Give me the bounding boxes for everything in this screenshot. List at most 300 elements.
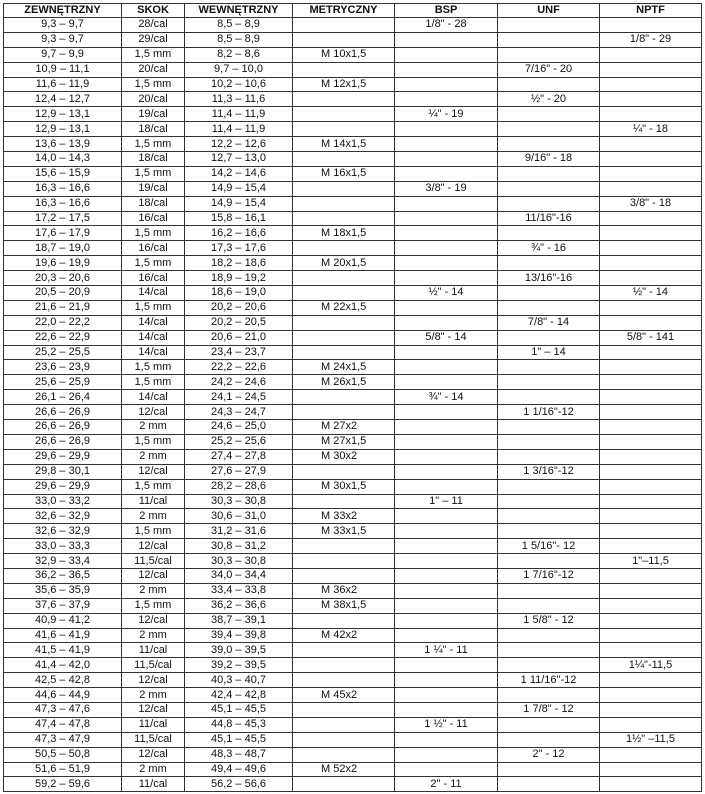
cell-nptf xyxy=(600,62,702,77)
cell-metryczny: M 42x2 xyxy=(293,628,395,643)
cell-wewnetrzny: 45,1 – 45,5 xyxy=(185,732,293,747)
cell-wewnetrzny: 24,6 – 25,0 xyxy=(185,420,293,435)
table-row xyxy=(4,717,702,732)
cell-unf: 9/16" - 18 xyxy=(498,152,600,167)
cell-unf xyxy=(498,375,600,390)
cell-zewnetrzny: 37,6 – 37,9 xyxy=(4,598,122,613)
table-row xyxy=(4,330,702,345)
cell-nptf xyxy=(600,777,702,792)
cell-zewnetrzny: 32,6 – 32,9 xyxy=(4,509,122,524)
cell-nptf xyxy=(600,256,702,271)
cell-metryczny xyxy=(293,568,395,583)
cell-unf xyxy=(498,18,600,33)
cell-zewnetrzny: 29,8 – 30,1 xyxy=(4,464,122,479)
cell-zewnetrzny: 16,3 – 16,6 xyxy=(4,196,122,211)
cell-zewnetrzny: 29,6 – 29,9 xyxy=(4,449,122,464)
cell-skok: 1,5 mm xyxy=(122,256,185,271)
cell-nptf xyxy=(600,137,702,152)
cell-unf: 1 7/16"-12 xyxy=(498,568,600,583)
cell-skok: 2 mm xyxy=(122,583,185,598)
cell-skok: 19/cal xyxy=(122,107,185,122)
cell-metryczny xyxy=(293,181,395,196)
table-row xyxy=(4,345,702,360)
cell-wewnetrzny: 49,4 – 49,6 xyxy=(185,762,293,777)
cell-unf xyxy=(498,628,600,643)
cell-skok: 2 mm xyxy=(122,688,185,703)
cell-zewnetrzny: 21,6 – 21,9 xyxy=(4,300,122,315)
cell-metryczny xyxy=(293,241,395,256)
cell-metryczny xyxy=(293,494,395,509)
cell-unf: ¾" - 16 xyxy=(498,241,600,256)
cell-wewnetrzny: 30,8 – 31,2 xyxy=(185,539,293,554)
table-row xyxy=(4,420,702,435)
table-row xyxy=(4,241,702,256)
cell-bsp xyxy=(395,196,498,211)
cell-unf xyxy=(498,777,600,792)
cell-metryczny xyxy=(293,152,395,167)
cell-nptf xyxy=(600,598,702,613)
cell-zewnetrzny: 47,3 – 47,9 xyxy=(4,732,122,747)
cell-unf: ½" - 20 xyxy=(498,92,600,107)
cell-metryczny: M 38x1,5 xyxy=(293,598,395,613)
table-row xyxy=(4,375,702,390)
cell-unf xyxy=(498,226,600,241)
cell-skok: 11,5/cal xyxy=(122,658,185,673)
cell-bsp xyxy=(395,375,498,390)
cell-nptf xyxy=(600,717,702,732)
cell-zewnetrzny: 22,0 – 22,2 xyxy=(4,315,122,330)
cell-zewnetrzny: 13,6 – 13,9 xyxy=(4,137,122,152)
table-row xyxy=(4,568,702,583)
cell-zewnetrzny: 33,0 – 33,2 xyxy=(4,494,122,509)
cell-skok: 11,5/cal xyxy=(122,732,185,747)
cell-bsp xyxy=(395,449,498,464)
cell-metryczny xyxy=(293,92,395,107)
cell-unf xyxy=(498,107,600,122)
cell-skok: 16/cal xyxy=(122,241,185,256)
cell-wewnetrzny: 15,8 – 16,1 xyxy=(185,211,293,226)
cell-bsp xyxy=(395,434,498,449)
cell-bsp xyxy=(395,732,498,747)
table-row xyxy=(4,286,702,301)
cell-nptf xyxy=(600,166,702,181)
cell-bsp xyxy=(395,628,498,643)
table-row xyxy=(4,732,702,747)
table-row xyxy=(4,449,702,464)
cell-wewnetrzny: 17,3 – 17,6 xyxy=(185,241,293,256)
cell-nptf: ½" - 14 xyxy=(600,286,702,301)
cell-unf: 1 5/16"- 12 xyxy=(498,539,600,554)
cell-zewnetrzny: 17,2 – 17,5 xyxy=(4,211,122,226)
cell-nptf xyxy=(600,375,702,390)
cell-nptf: 1¼"-11,5 xyxy=(600,658,702,673)
cell-unf xyxy=(498,762,600,777)
cell-skok: 29/cal xyxy=(122,32,185,47)
cell-zewnetrzny: 26,6 – 26,9 xyxy=(4,420,122,435)
cell-zewnetrzny: 41,4 – 42,0 xyxy=(4,658,122,673)
cell-unf xyxy=(498,420,600,435)
cell-wewnetrzny: 20,2 – 20,5 xyxy=(185,315,293,330)
cell-bsp xyxy=(395,32,498,47)
cell-metryczny xyxy=(293,613,395,628)
cell-wewnetrzny: 30,3 – 30,8 xyxy=(185,494,293,509)
cell-unf xyxy=(498,196,600,211)
cell-zewnetrzny: 18,7 – 19,0 xyxy=(4,241,122,256)
cell-bsp xyxy=(395,211,498,226)
cell-bsp xyxy=(395,583,498,598)
cell-nptf xyxy=(600,152,702,167)
cell-skok: 18/cal xyxy=(122,152,185,167)
header-nptf: NPTF xyxy=(600,4,702,18)
cell-wewnetrzny: 16,2 – 16,6 xyxy=(185,226,293,241)
cell-unf xyxy=(498,554,600,569)
cell-metryczny xyxy=(293,673,395,688)
cell-skok: 12/cal xyxy=(122,464,185,479)
cell-wewnetrzny: 18,2 – 18,6 xyxy=(185,256,293,271)
cell-metryczny xyxy=(293,196,395,211)
cell-bsp xyxy=(395,137,498,152)
cell-bsp xyxy=(395,152,498,167)
cell-wewnetrzny: 20,6 – 21,0 xyxy=(185,330,293,345)
cell-zewnetrzny: 32,9 – 33,4 xyxy=(4,554,122,569)
cell-metryczny xyxy=(293,539,395,554)
cell-nptf xyxy=(600,583,702,598)
table-row xyxy=(4,181,702,196)
cell-zewnetrzny: 25,2 – 25,5 xyxy=(4,345,122,360)
cell-nptf xyxy=(600,345,702,360)
cell-zewnetrzny: 47,4 – 47,8 xyxy=(4,717,122,732)
cell-unf xyxy=(498,479,600,494)
table-row xyxy=(4,32,702,47)
cell-zewnetrzny: 26,6 – 26,9 xyxy=(4,405,122,420)
cell-wewnetrzny: 8,5 – 8,9 xyxy=(185,32,293,47)
cell-unf xyxy=(498,360,600,375)
cell-nptf xyxy=(600,494,702,509)
cell-wewnetrzny: 14,2 – 14,6 xyxy=(185,166,293,181)
cell-unf xyxy=(498,449,600,464)
cell-wewnetrzny: 20,2 – 20,6 xyxy=(185,300,293,315)
cell-skok: 1,5 mm xyxy=(122,598,185,613)
cell-wewnetrzny: 39,4 – 39,8 xyxy=(185,628,293,643)
table-row xyxy=(4,554,702,569)
header-skok: SKOK xyxy=(122,4,185,18)
cell-unf xyxy=(498,688,600,703)
cell-unf xyxy=(498,390,600,405)
cell-metryczny: M 14x1,5 xyxy=(293,137,395,152)
cell-skok: 11/cal xyxy=(122,494,185,509)
cell-zewnetrzny: 26,6 – 26,9 xyxy=(4,434,122,449)
cell-zewnetrzny: 20,3 – 20,6 xyxy=(4,271,122,286)
cell-zewnetrzny: 44,6 – 44,9 xyxy=(4,688,122,703)
cell-bsp xyxy=(395,568,498,583)
cell-unf xyxy=(498,717,600,732)
cell-wewnetrzny: 10,2 – 10,6 xyxy=(185,77,293,92)
cell-metryczny xyxy=(293,107,395,122)
cell-skok: 12/cal xyxy=(122,613,185,628)
cell-wewnetrzny: 40,3 – 40,7 xyxy=(185,673,293,688)
cell-zewnetrzny: 12,4 – 12,7 xyxy=(4,92,122,107)
cell-bsp xyxy=(395,613,498,628)
cell-nptf xyxy=(600,434,702,449)
cell-unf xyxy=(498,181,600,196)
cell-zewnetrzny: 32,6 – 32,9 xyxy=(4,524,122,539)
cell-wewnetrzny: 44,8 – 45,3 xyxy=(185,717,293,732)
cell-wewnetrzny: 11,4 – 11,9 xyxy=(185,122,293,137)
cell-wewnetrzny: 30,3 – 30,8 xyxy=(185,554,293,569)
cell-wewnetrzny: 39,0 – 39,5 xyxy=(185,643,293,658)
table-row xyxy=(4,613,702,628)
cell-nptf xyxy=(600,226,702,241)
cell-nptf xyxy=(600,643,702,658)
cell-nptf xyxy=(600,539,702,554)
cell-bsp xyxy=(395,554,498,569)
cell-bsp xyxy=(395,702,498,717)
cell-zewnetrzny: 50,5 – 50,8 xyxy=(4,747,122,762)
cell-bsp xyxy=(395,92,498,107)
cell-wewnetrzny: 34,0 – 34,4 xyxy=(185,568,293,583)
cell-skok: 12/cal xyxy=(122,568,185,583)
cell-bsp: 1 ¼" - 11 xyxy=(395,643,498,658)
cell-metryczny: M 33x2 xyxy=(293,509,395,524)
cell-zewnetrzny: 11,6 – 11,9 xyxy=(4,77,122,92)
cell-zewnetrzny: 10,9 – 11,1 xyxy=(4,62,122,77)
table-row xyxy=(4,137,702,152)
cell-skok: 2 mm xyxy=(122,628,185,643)
cell-bsp: 3/8" - 19 xyxy=(395,181,498,196)
cell-bsp: ¾" - 14 xyxy=(395,390,498,405)
table-row xyxy=(4,434,702,449)
cell-skok: 12/cal xyxy=(122,405,185,420)
cell-skok: 14/cal xyxy=(122,286,185,301)
cell-nptf: 1/8" - 29 xyxy=(600,32,702,47)
cell-zewnetrzny: 26,1 – 26,4 xyxy=(4,390,122,405)
table-row xyxy=(4,598,702,613)
cell-skok: 12/cal xyxy=(122,747,185,762)
cell-nptf xyxy=(600,77,702,92)
cell-metryczny xyxy=(293,330,395,345)
cell-skok: 20/cal xyxy=(122,92,185,107)
cell-zewnetrzny: 14,0 – 14,3 xyxy=(4,152,122,167)
cell-skok: 1,5 mm xyxy=(122,524,185,539)
cell-skok: 20/cal xyxy=(122,62,185,77)
cell-wewnetrzny: 23,4 – 23,7 xyxy=(185,345,293,360)
cell-unf xyxy=(498,32,600,47)
cell-zewnetrzny: 20,5 – 20,9 xyxy=(4,286,122,301)
table-row xyxy=(4,196,702,211)
cell-wewnetrzny: 30,6 – 31,0 xyxy=(185,509,293,524)
cell-wewnetrzny: 31,2 – 31,6 xyxy=(185,524,293,539)
cell-wewnetrzny: 45,1 – 45,5 xyxy=(185,702,293,717)
cell-bsp xyxy=(395,256,498,271)
cell-metryczny xyxy=(293,62,395,77)
cell-wewnetrzny: 24,1 – 24,5 xyxy=(185,390,293,405)
cell-wewnetrzny: 27,6 – 27,9 xyxy=(185,464,293,479)
cell-bsp: ¼" - 19 xyxy=(395,107,498,122)
cell-unf: 1 5/8" - 12 xyxy=(498,613,600,628)
cell-skok: 1,5 mm xyxy=(122,375,185,390)
table-row xyxy=(4,77,702,92)
cell-unf xyxy=(498,330,600,345)
cell-zewnetrzny: 23,6 – 23,9 xyxy=(4,360,122,375)
table-row xyxy=(4,539,702,554)
cell-nptf xyxy=(600,688,702,703)
cell-bsp xyxy=(395,300,498,315)
table-row xyxy=(4,479,702,494)
table-row xyxy=(4,360,702,375)
cell-wewnetrzny: 24,3 – 24,7 xyxy=(185,405,293,420)
cell-metryczny: M 30x2 xyxy=(293,449,395,464)
cell-metryczny: M 24x1,5 xyxy=(293,360,395,375)
cell-zewnetrzny: 17,6 – 17,9 xyxy=(4,226,122,241)
cell-nptf xyxy=(600,390,702,405)
table-row xyxy=(4,405,702,420)
cell-bsp xyxy=(395,345,498,360)
cell-bsp: 2" - 11 xyxy=(395,777,498,792)
cell-nptf xyxy=(600,92,702,107)
cell-metryczny: M 12x1,5 xyxy=(293,77,395,92)
table-row xyxy=(4,702,702,717)
cell-wewnetrzny: 42,4 – 42,8 xyxy=(185,688,293,703)
cell-zewnetrzny: 9,3 – 9,7 xyxy=(4,32,122,47)
table-row xyxy=(4,18,702,33)
cell-metryczny: M 27x1,5 xyxy=(293,434,395,449)
cell-bsp xyxy=(395,509,498,524)
cell-skok: 14/cal xyxy=(122,345,185,360)
cell-nptf xyxy=(600,568,702,583)
cell-bsp xyxy=(395,688,498,703)
table-row xyxy=(4,315,702,330)
cell-bsp xyxy=(395,226,498,241)
cell-unf xyxy=(498,434,600,449)
cell-bsp xyxy=(395,673,498,688)
cell-wewnetrzny: 11,4 – 11,9 xyxy=(185,107,293,122)
header-unf: UNF xyxy=(498,4,600,18)
cell-skok: 12/cal xyxy=(122,702,185,717)
cell-bsp xyxy=(395,747,498,762)
cell-nptf xyxy=(600,315,702,330)
cell-nptf xyxy=(600,241,702,256)
cell-zewnetrzny: 40,9 – 41,2 xyxy=(4,613,122,628)
cell-bsp xyxy=(395,315,498,330)
cell-metryczny xyxy=(293,777,395,792)
cell-nptf: ¼" - 18 xyxy=(600,122,702,137)
cell-nptf xyxy=(600,405,702,420)
cell-bsp xyxy=(395,524,498,539)
cell-bsp xyxy=(395,539,498,554)
cell-metryczny xyxy=(293,32,395,47)
cell-wewnetrzny: 38,7 – 39,1 xyxy=(185,613,293,628)
table-row xyxy=(4,47,702,62)
cell-unf xyxy=(498,47,600,62)
table-row xyxy=(4,628,702,643)
cell-metryczny xyxy=(293,390,395,405)
cell-zewnetrzny: 9,3 – 9,7 xyxy=(4,18,122,33)
table-row xyxy=(4,658,702,673)
cell-metryczny xyxy=(293,732,395,747)
table-row xyxy=(4,494,702,509)
cell-nptf xyxy=(600,464,702,479)
cell-metryczny: M 36x2 xyxy=(293,583,395,598)
cell-metryczny xyxy=(293,464,395,479)
cell-unf xyxy=(498,658,600,673)
cell-unf xyxy=(498,509,600,524)
table-row xyxy=(4,524,702,539)
cell-nptf xyxy=(600,762,702,777)
cell-skok: 1,5 mm xyxy=(122,434,185,449)
cell-zewnetrzny: 22,6 – 22,9 xyxy=(4,330,122,345)
table-row xyxy=(4,226,702,241)
cell-bsp xyxy=(395,47,498,62)
cell-bsp xyxy=(395,762,498,777)
cell-wewnetrzny: 56,2 – 56,6 xyxy=(185,777,293,792)
cell-zewnetrzny: 16,3 – 16,6 xyxy=(4,181,122,196)
cell-wewnetrzny: 27,4 – 27,8 xyxy=(185,449,293,464)
cell-skok: 19/cal xyxy=(122,181,185,196)
cell-skok: 14/cal xyxy=(122,390,185,405)
cell-unf: 7/8" - 14 xyxy=(498,315,600,330)
cell-nptf: 3/8" - 18 xyxy=(600,196,702,211)
table-row xyxy=(4,92,702,107)
cell-nptf xyxy=(600,47,702,62)
cell-nptf xyxy=(600,524,702,539)
cell-skok: 18/cal xyxy=(122,196,185,211)
cell-skok: 1,5 mm xyxy=(122,166,185,181)
table-row xyxy=(4,107,702,122)
cell-bsp xyxy=(395,271,498,286)
cell-unf xyxy=(498,524,600,539)
table-row xyxy=(4,211,702,226)
cell-metryczny: M 30x1,5 xyxy=(293,479,395,494)
cell-metryczny: M 20x1,5 xyxy=(293,256,395,271)
table-row xyxy=(4,464,702,479)
cell-metryczny: M 10x1,5 xyxy=(293,47,395,62)
cell-zewnetrzny: 47,3 – 47,6 xyxy=(4,702,122,717)
cell-zewnetrzny: 19,6 – 19,9 xyxy=(4,256,122,271)
cell-zewnetrzny: 51,6 – 51,9 xyxy=(4,762,122,777)
cell-metryczny xyxy=(293,702,395,717)
cell-unf: 7/16" - 20 xyxy=(498,62,600,77)
cell-zewnetrzny: 12,9 – 13,1 xyxy=(4,122,122,137)
cell-skok: 11,5/cal xyxy=(122,554,185,569)
cell-unf xyxy=(498,77,600,92)
cell-bsp: 5/8" - 14 xyxy=(395,330,498,345)
cell-nptf xyxy=(600,181,702,196)
table-row xyxy=(4,300,702,315)
table-row xyxy=(4,747,702,762)
cell-unf: 1 3/16"-12 xyxy=(498,464,600,479)
cell-skok: 2 mm xyxy=(122,509,185,524)
header-metryczny: METRYCZNY xyxy=(293,4,395,18)
cell-skok: 16/cal xyxy=(122,211,185,226)
cell-unf xyxy=(498,137,600,152)
table-row xyxy=(4,673,702,688)
table-row xyxy=(4,643,702,658)
cell-zewnetrzny: 12,9 – 13,1 xyxy=(4,107,122,122)
cell-metryczny: M 33x1,5 xyxy=(293,524,395,539)
cell-wewnetrzny: 14,9 – 15,4 xyxy=(185,181,293,196)
cell-unf: 1 1/16"-12 xyxy=(498,405,600,420)
cell-nptf xyxy=(600,702,702,717)
cell-unf xyxy=(498,256,600,271)
cell-bsp xyxy=(395,464,498,479)
cell-unf xyxy=(498,286,600,301)
cell-metryczny: M 52x2 xyxy=(293,762,395,777)
cell-bsp: 1 ½" - 11 xyxy=(395,717,498,732)
cell-skok: 12/cal xyxy=(122,673,185,688)
cell-nptf xyxy=(600,673,702,688)
cell-unf: 1" – 14 xyxy=(498,345,600,360)
cell-metryczny xyxy=(293,122,395,137)
